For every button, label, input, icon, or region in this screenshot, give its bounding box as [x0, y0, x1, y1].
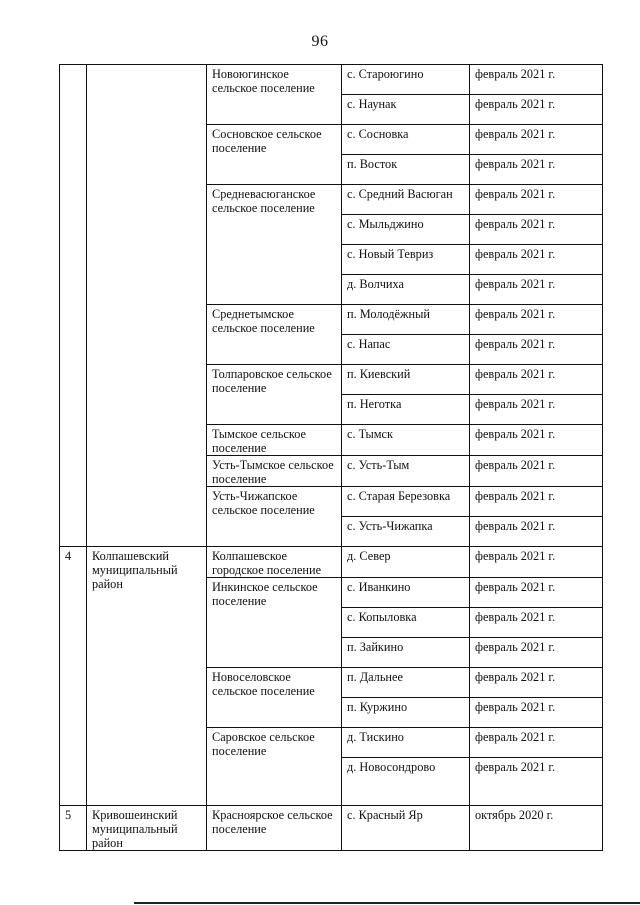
- district-cell: Кривошеинский муниципальный район: [87, 806, 207, 851]
- settlement-cell: Красноярское сельское поселение: [207, 806, 342, 851]
- date-cell: февраль 2021 г.: [470, 275, 603, 305]
- table-row: [60, 806, 603, 851]
- date-cell: февраль 2021 г.: [470, 95, 603, 125]
- date-cell: февраль 2021 г.: [470, 517, 603, 547]
- date-cell: февраль 2021 г.: [470, 425, 603, 456]
- locality-cell: с. Средний Васюган: [342, 185, 470, 215]
- date-cell: февраль 2021 г.: [470, 698, 603, 728]
- locality-cell: с. Иванкино: [342, 578, 470, 608]
- locality-cell: с. Наунак: [342, 95, 470, 125]
- locality-cell: с. Усть-Тым: [342, 456, 470, 487]
- settlement-cell: Толпаровское сельское поселение: [207, 365, 342, 425]
- locality-cell: с. Тымск: [342, 425, 470, 456]
- district-cell: Колпашевский муниципальный район: [87, 547, 207, 806]
- settlement-cell: Усть-Чижапское сельское поселение: [207, 487, 342, 547]
- locality-cell: п. Зайкино: [342, 638, 470, 668]
- settlement-cell: Саровское сельское поселение: [207, 728, 342, 806]
- locality-cell: д. Новосондрово: [342, 758, 470, 806]
- settlement-cell: Усть-Тымское сельское поселение: [207, 456, 342, 487]
- row-number-cell: 4: [60, 547, 87, 806]
- settlement-cell: Тымское сельское поселение: [207, 425, 342, 456]
- date-cell: февраль 2021 г.: [470, 155, 603, 185]
- date-cell: февраль 2021 г.: [470, 578, 603, 608]
- locality-cell: п. Куржино: [342, 698, 470, 728]
- locality-cell: с. Усть-Чижапка: [342, 517, 470, 547]
- date-cell: февраль 2021 г.: [470, 215, 603, 245]
- settlement-cell: Новоселовское сельское поселение: [207, 668, 342, 728]
- date-cell: февраль 2021 г.: [470, 608, 603, 638]
- date-cell: февраль 2021 г.: [470, 547, 603, 578]
- date-cell: февраль 2021 г.: [470, 305, 603, 335]
- locality-cell: с. Копыловка: [342, 608, 470, 638]
- date-cell: февраль 2021 г.: [470, 728, 603, 758]
- locality-cell: с. Красный Яр: [342, 806, 470, 851]
- date-cell: февраль 2021 г.: [470, 245, 603, 275]
- row-number-cell: [60, 65, 87, 547]
- date-cell: февраль 2021 г.: [470, 487, 603, 517]
- locality-cell: с. Староюгино: [342, 65, 470, 95]
- date-cell: февраль 2021 г.: [470, 395, 603, 425]
- date-cell: октябрь 2020 г.: [470, 806, 603, 851]
- date-cell: февраль 2021 г.: [470, 638, 603, 668]
- scan-edge-line: [134, 902, 640, 904]
- locality-cell: п. Молодёжный: [342, 305, 470, 335]
- table-row: [60, 65, 603, 95]
- date-cell: февраль 2021 г.: [470, 668, 603, 698]
- date-cell: февраль 2021 г.: [470, 185, 603, 215]
- date-cell: февраль 2021 г.: [470, 456, 603, 487]
- row-number-cell: 5: [60, 806, 87, 851]
- locality-cell: д. Волчиха: [342, 275, 470, 305]
- locality-cell: д. Север: [342, 547, 470, 578]
- settlement-cell: Сосновское сельское поселение: [207, 125, 342, 185]
- date-cell: февраль 2021 г.: [470, 125, 603, 155]
- locality-cell: с. Напас: [342, 335, 470, 365]
- locality-cell: с. Мыльджино: [342, 215, 470, 245]
- locality-cell: д. Тискино: [342, 728, 470, 758]
- settlement-cell: Средневасюганское сельское поселение: [207, 185, 342, 305]
- locality-cell: п. Неготка: [342, 395, 470, 425]
- locality-cell: с. Новый Тевриз: [342, 245, 470, 275]
- locality-cell: п. Восток: [342, 155, 470, 185]
- locality-cell: п. Киевский: [342, 365, 470, 395]
- locality-cell: п. Дальнее: [342, 668, 470, 698]
- date-cell: февраль 2021 г.: [470, 758, 603, 806]
- locality-cell: с. Сосновка: [342, 125, 470, 155]
- settlement-cell: Инкинское сельское поселение: [207, 578, 342, 668]
- locality-cell: с. Старая Березовка: [342, 487, 470, 517]
- date-cell: февраль 2021 г.: [470, 365, 603, 395]
- district-cell: [87, 65, 207, 547]
- page-number: 96: [311, 33, 329, 50]
- settlement-cell: Среднетымское сельское поселение: [207, 305, 342, 365]
- schedule-table: [59, 64, 603, 851]
- date-cell: февраль 2021 г.: [470, 335, 603, 365]
- settlement-cell: Колпашевское городское поселение: [207, 547, 342, 578]
- date-cell: февраль 2021 г.: [470, 65, 603, 95]
- settlement-cell: Новоюгинское сельское поселение: [207, 65, 342, 125]
- table-row: [60, 547, 603, 578]
